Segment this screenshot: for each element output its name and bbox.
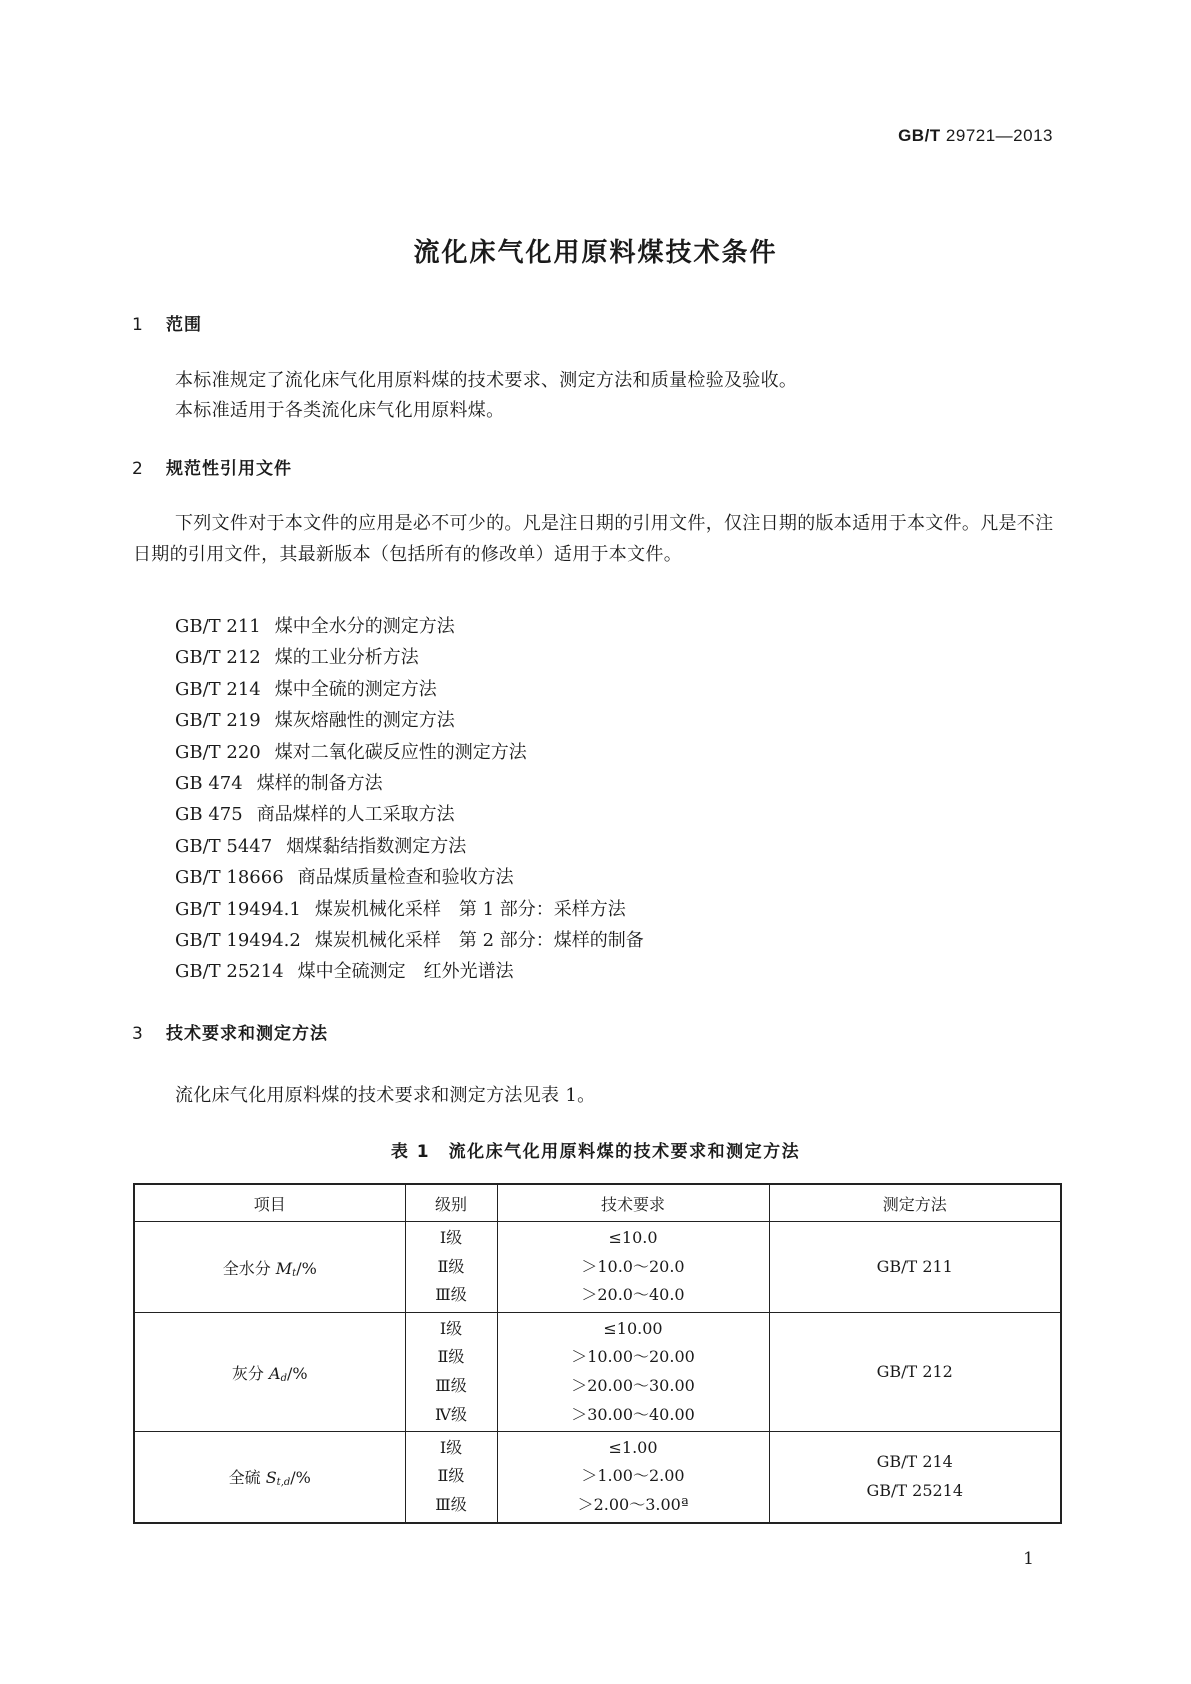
reference-title: 煤炭机械化采样 第 1 部分：采样方法 xyxy=(314,898,626,920)
section-number: 2 xyxy=(132,459,144,479)
reference-code: GB/T 18666 xyxy=(175,867,284,889)
item-cell: 全硫 $S_{t,d}/\%$ xyxy=(134,1432,405,1523)
standard-prefix: GB/T xyxy=(898,126,941,145)
reference-title: 煤中全水分的测定方法 xyxy=(274,616,455,637)
section-title: 范围 xyxy=(166,315,202,335)
reference-title: 煤炭机械化采样 第 2 部分：煤样的制备 xyxy=(314,929,644,951)
section-heading-scope xyxy=(132,310,202,335)
grade-cell: Ⅰ级 Ⅱ级 Ⅲ级 xyxy=(405,1222,497,1313)
references-intro xyxy=(133,508,1061,570)
reference-code: GB/T 220 xyxy=(175,741,261,763)
method-cell: GB/T 212 xyxy=(769,1313,1061,1432)
item-cell: 灰分 $A_d/\%$ xyxy=(134,1313,405,1432)
section-title: 规范性引用文件 xyxy=(166,459,292,479)
standard-code xyxy=(898,126,1053,146)
grade-cell: Ⅰ级 Ⅱ级 Ⅲ级 Ⅳ级 xyxy=(405,1313,497,1432)
column-header-method: 测定方法 xyxy=(769,1184,1061,1222)
reference-code: GB/T 25214 xyxy=(175,961,284,983)
table-caption: 表 1 流化床气化用原料煤的技术要求和测定方法 xyxy=(390,1142,801,1162)
reference-title: 煤中全硫的测定方法 xyxy=(274,678,437,700)
section-number: 3 xyxy=(132,1024,144,1044)
reference-item xyxy=(175,675,644,706)
reference-title: 煤灰熔融性的测定方法 xyxy=(274,710,455,732)
standard-number: 29721—2013 xyxy=(945,126,1053,145)
method-cell: GB/T 214 GB/T 25214 xyxy=(769,1432,1061,1523)
reference-code: GB 475 xyxy=(175,804,243,826)
technical-intro: 流化床气化用原料煤的技术要求和测定方法见表 1。 xyxy=(175,1085,596,1106)
reference-item xyxy=(175,926,644,957)
table-row xyxy=(134,1313,1061,1432)
reference-list xyxy=(175,612,644,989)
requirements-table xyxy=(133,1183,1062,1524)
reference-title: 商品煤质量检查和验收方法 xyxy=(297,867,514,889)
reference-item xyxy=(175,863,644,894)
reference-item xyxy=(175,800,644,831)
scope-paragraph-1: 本标准规定了流化床气化用原料煤的技术要求、测定方法和质量检验及验收。 xyxy=(175,370,798,391)
table-header-row xyxy=(134,1184,1061,1222)
reference-code: GB/T 5447 xyxy=(175,835,273,857)
reference-title: 煤的工业分析方法 xyxy=(274,647,419,669)
scope-paragraph-2: 本标准适用于各类流化床气化用原料煤。 xyxy=(175,400,505,421)
requirement-cell: ≤10.00 ＞10.00～20.00 ＞20.00～30.00 ＞30.00～40.00 xyxy=(497,1313,769,1432)
reference-code: GB/T 211 xyxy=(175,616,261,637)
reference-code: GB/T 212 xyxy=(175,647,261,669)
method-cell: GB/T 211 xyxy=(769,1222,1061,1313)
reference-item xyxy=(175,643,644,674)
references-intro-text: 下列文件对于本文件的应用是必不可少的。凡是注日期的引用文件，仅注日期的版本适用于本文件。凡是不注日期的引用文件，其最新版本（包括所有的修改单）适用于本文件。 xyxy=(133,513,1054,565)
requirement-cell: ≤1.00 ＞1.00～2.00 ＞2.00～3.00ª xyxy=(497,1432,769,1523)
grade-cell: Ⅰ级 Ⅱ级 Ⅲ级 xyxy=(405,1432,497,1523)
reference-title: 煤样的制备方法 xyxy=(256,772,383,794)
reference-item xyxy=(175,706,644,737)
column-header-requirement: 技术要求 xyxy=(497,1184,769,1222)
reference-title: 煤对二氧化碳反应性的测定方法 xyxy=(274,741,527,763)
document-title: 流化床气化用原料煤技术条件 xyxy=(413,238,778,268)
section-number: 1 xyxy=(132,315,144,335)
reference-code: GB/T 19494.1 xyxy=(175,898,301,920)
table-row xyxy=(134,1222,1061,1313)
reference-item xyxy=(175,769,644,800)
section-title: 技术要求和测定方法 xyxy=(166,1024,328,1044)
item-cell: 全水分 $M_t/\%$ xyxy=(134,1222,405,1313)
section-heading-references xyxy=(132,454,292,479)
reference-title: 商品煤样的人工采取方法 xyxy=(256,804,455,826)
section-heading-technical xyxy=(132,1019,328,1044)
reference-code: GB/T 219 xyxy=(175,710,261,732)
reference-code: GB/T 19494.2 xyxy=(175,929,301,951)
reference-item xyxy=(175,738,644,769)
reference-title: 烟煤黏结指数测定方法 xyxy=(286,835,467,857)
reference-code: GB/T 214 xyxy=(175,678,261,700)
reference-code: GB 474 xyxy=(175,772,243,794)
reference-item xyxy=(175,832,644,863)
column-header-item: 项目 xyxy=(134,1184,405,1222)
column-header-grade: 级别 xyxy=(405,1184,497,1222)
table-row xyxy=(134,1432,1061,1523)
requirement-cell: ≤10.0 ＞10.0～20.0 ＞20.0～40.0 xyxy=(497,1222,769,1313)
reference-item xyxy=(175,895,644,926)
reference-title: 煤中全硫测定 红外光谱法 xyxy=(297,961,514,983)
reference-item xyxy=(175,612,644,643)
reference-item xyxy=(175,957,644,988)
page-number: 1 xyxy=(1023,1549,1034,1569)
